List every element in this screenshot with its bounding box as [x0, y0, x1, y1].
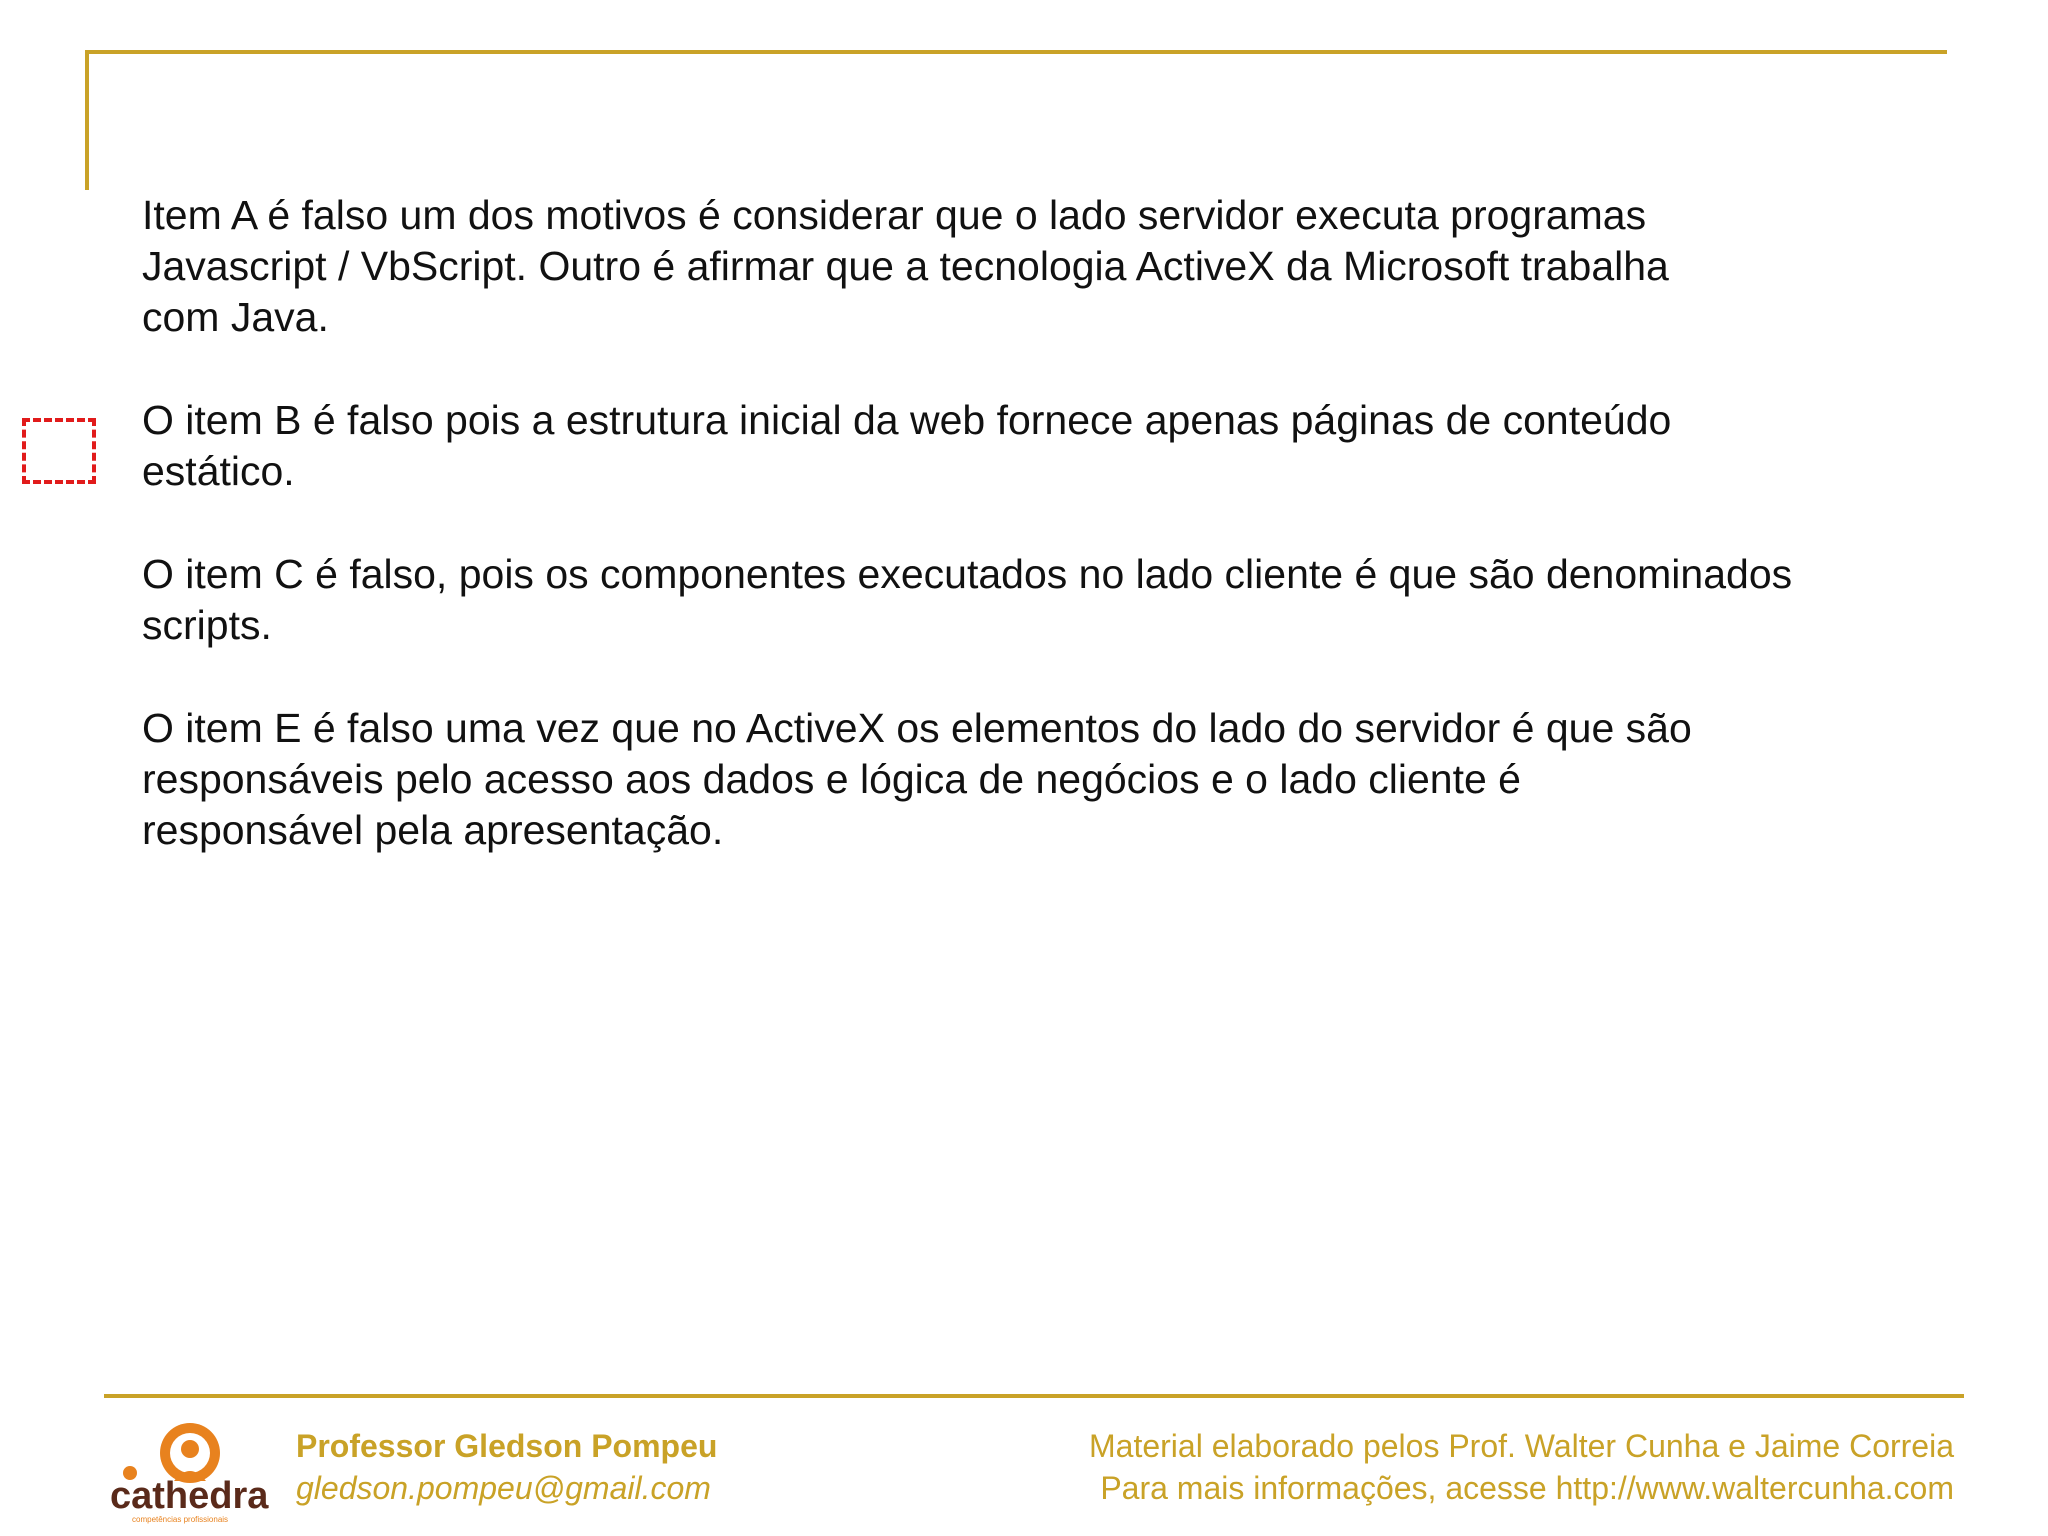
paragraph-line: Item A é falso um dos motivos é considerar que o lado servidor executa programas [142, 192, 1647, 238]
footer-rule [104, 1394, 1964, 1398]
paragraph-line: scripts. [142, 602, 272, 648]
slide-frame-left-rule [85, 50, 89, 190]
professor-name: Professor Gledson Pompeu [296, 1428, 718, 1464]
more-info-line: Para mais informações, acesse http://www.waltercunha.com [1100, 1470, 1954, 1506]
logo-wordmark: cathedra [110, 1475, 269, 1517]
professor-email: gledson.pompeu@gmail.com [296, 1470, 711, 1506]
paragraph-line: responsáveis pelo acesso aos dados e lógica de negócios e o lado cliente é [142, 756, 1521, 802]
paragraph-line: O item E é falso uma vez que no ActiveX os elementos do lado do servidor é que são [142, 705, 1692, 751]
slide-content [142, 190, 2012, 908]
paragraph-item-e [142, 703, 2012, 856]
slide-frame-top-rule [85, 50, 1947, 54]
paragraph-line: estático. [142, 448, 295, 494]
paragraph-item-c [142, 549, 2012, 651]
logo-subtext: competências profissionais [132, 1515, 229, 1524]
paragraph-item-b [142, 395, 2012, 497]
dashed-selection-marker [22, 418, 96, 484]
paragraph-line: O item B é falso pois a estrutura inicial da web fornece apenas páginas de conteúdo [142, 397, 1672, 443]
paragraph-line: Javascript / VbScript. Outro é afirmar que a tecnologia ActiveX da Microsoft trabalha [142, 243, 1669, 289]
paragraph-line: responsável pela apresentação. [142, 807, 724, 853]
paragraph-line: com Java. [142, 294, 329, 340]
material-credit: Material elaborado pelos Prof. Walter Cunha e Jaime Correia [1089, 1428, 1954, 1464]
paragraph-line: O item C é falso, pois os componentes executados no lado cliente é que são denominados [142, 551, 1793, 597]
paragraph-item-a [142, 190, 2012, 343]
